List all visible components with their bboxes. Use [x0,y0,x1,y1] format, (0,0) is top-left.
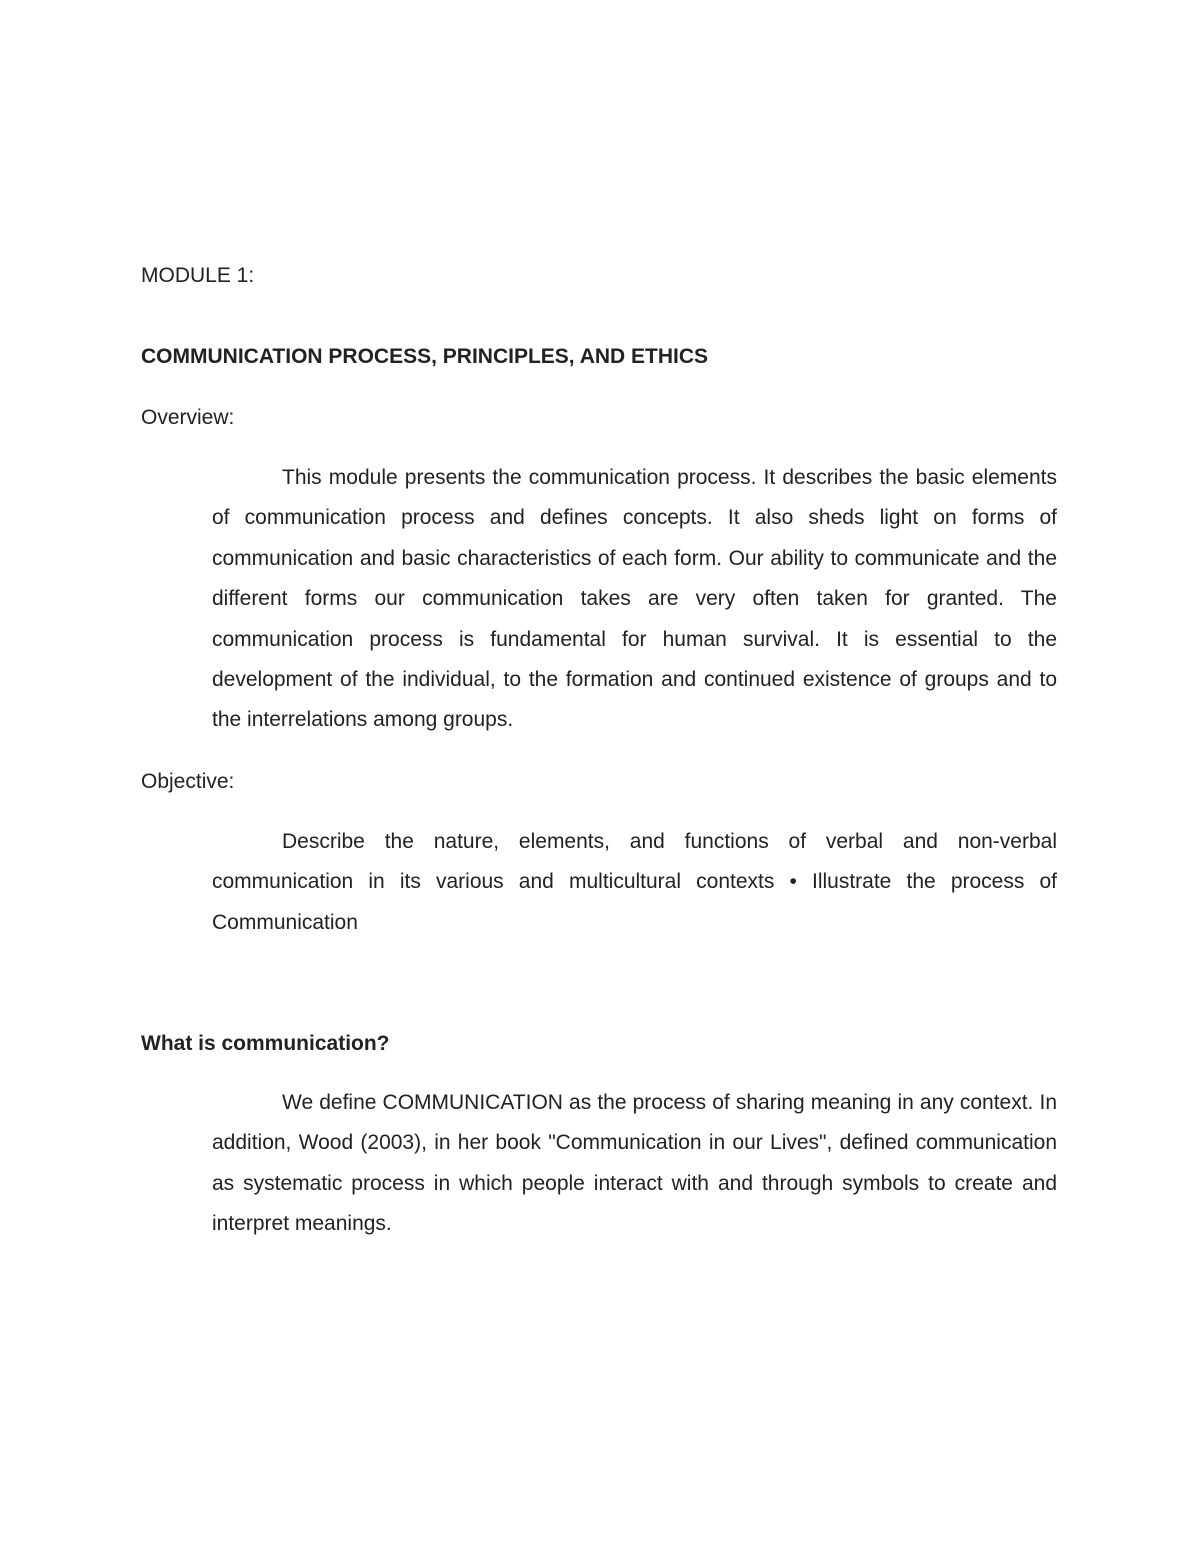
definition-paragraph: We define COMMUNICATION as the process of sharing meaning in any context. In addition, Wood (2003), in her book "Communication in our Lives", defined communication as systematic process in which people interact with and through symbols to create and interpret meanings. [212,1091,1057,1236]
module-label: MODULE 1: [141,264,255,287]
section-heading-what-is-communication: What is communication? [141,1032,390,1055]
objective-paragraph: Describe the nature, elements, and functions of verbal and non-verbal communication in its various and multicultural contexts • Illustrate the process of Communication [212,830,1057,934]
overview-heading: Overview: [141,406,235,429]
overview-paragraph: This module presents the communication process. It describes the basic elements of communication process and defines concepts. It also sheds light on forms of communication and basic characteristics of each form. Our ability to communicate and the different forms our communication takes are very often taken for granted. The communication process is fundamental for human survival. It is essential to the development of the individual, to the formation and continued existence of groups and to the interrelations among groups. [212,466,1057,732]
module-title: COMMUNICATION PROCESS, PRINCIPLES, AND ETHICS [141,345,709,368]
objective-heading: Objective: [141,770,235,793]
